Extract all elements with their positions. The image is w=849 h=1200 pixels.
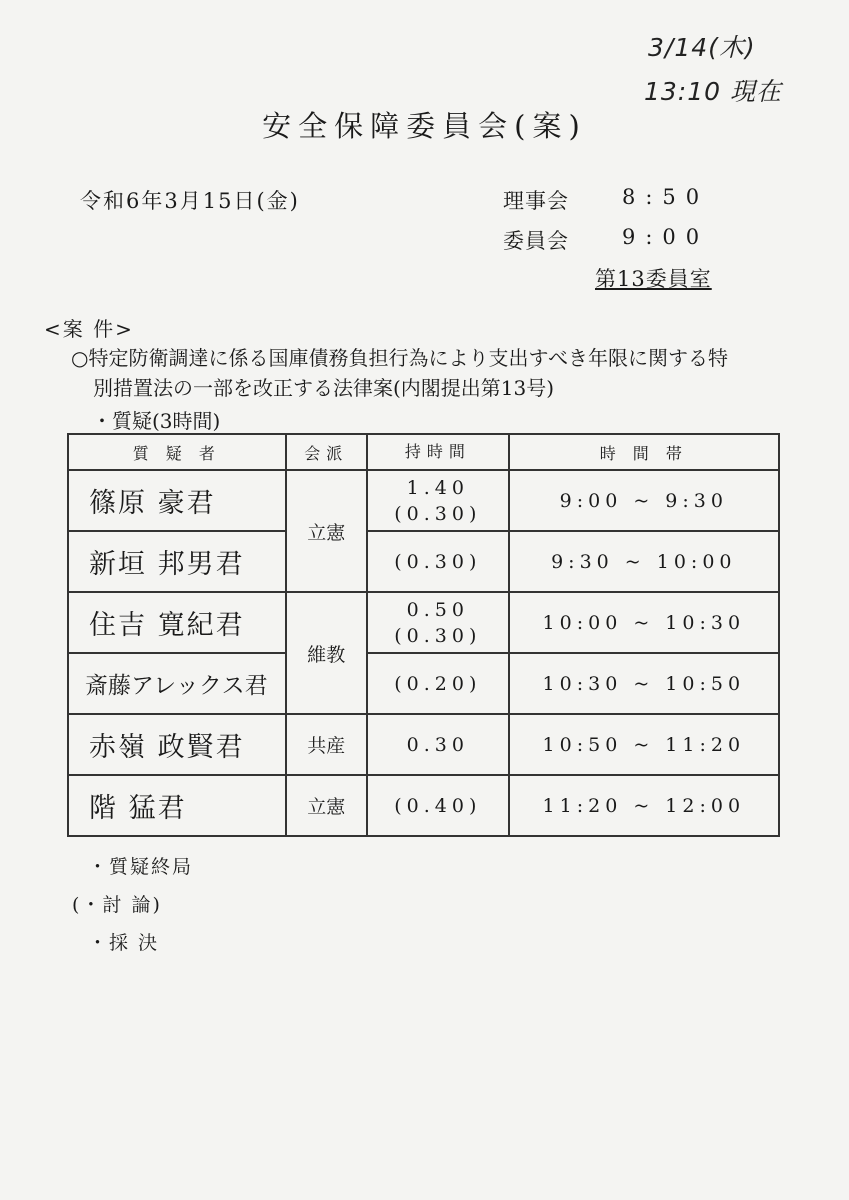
header-slot: 時 間 帯	[509, 434, 779, 470]
table-row	[68, 470, 779, 531]
meeting-date: 令和6年3月15日(金)	[80, 189, 300, 213]
allotted-cell	[367, 531, 509, 592]
page-title: 安全保障委員会(案)	[262, 109, 587, 143]
allotted-cell	[367, 714, 509, 775]
time-slot: 11:20 ~ 12:00	[509, 775, 779, 836]
question-schedule-table	[67, 433, 780, 837]
footer-item-debate: (・討 論)	[72, 894, 162, 916]
allotted-time: 0.30	[406, 733, 469, 756]
table-row	[68, 592, 779, 653]
party-cell: 立憲	[286, 775, 368, 836]
questioner-name: 住吉 寛紀君	[89, 610, 245, 641]
agenda-heading: <案 件>	[44, 317, 134, 341]
allotted-cell	[367, 470, 509, 531]
table-header-row	[68, 434, 779, 470]
questioner-name: 赤嶺 政賢君	[89, 732, 245, 763]
allotted-cell	[367, 592, 509, 653]
questioner-cell	[68, 714, 286, 775]
bill-title-line2: 別措置法の一部を改正する法律案(内閣提出第13号)	[93, 376, 555, 400]
questioner-name: 斎藤アレックス君	[85, 673, 268, 699]
schedule-label-board: 理事会	[503, 189, 569, 213]
footer-item-vote: ・採 決	[88, 932, 160, 954]
allotted-cell	[367, 775, 509, 836]
handwritten-date: 3/14(木)	[648, 33, 756, 62]
allotted-time: 0.50	[406, 598, 469, 621]
time-slot: 10:00 ~ 10:30	[509, 592, 779, 653]
questioner-name: 新垣 邦男君	[89, 549, 245, 580]
time-slot: 10:50 ~ 11:20	[509, 714, 779, 775]
time-slot: 9:00 ~ 9:30	[509, 470, 779, 531]
allotted-time: (0.30)	[394, 550, 482, 573]
questioner-name: 篠原 豪君	[89, 488, 216, 519]
party-cell: 共産	[286, 714, 368, 775]
time-slot: 10:30 ~ 10:50	[509, 653, 779, 714]
table-row	[68, 775, 779, 836]
header-questioner: 質 疑 者	[68, 434, 286, 470]
allotted-time: 1.40	[406, 476, 469, 499]
bill-title-line1: ○特定防衛調達に係る国庫債務負担行為により支出すべき年限に関する特	[71, 346, 729, 370]
allotted-time: (0.40)	[394, 794, 482, 817]
handwritten-time: 13:10 現在	[644, 77, 782, 106]
questioner-name: 階 猛君	[89, 793, 187, 824]
allotted-time-sub: (0.30)	[394, 624, 482, 647]
questioner-cell	[68, 470, 286, 531]
footer-item-close-questioning: ・質疑終局	[88, 856, 194, 878]
party-cell: 立憲	[286, 470, 368, 592]
allotted-time: (0.20)	[394, 672, 482, 695]
questioner-cell	[68, 653, 286, 714]
question-heading: ・質疑(3時間)	[92, 409, 221, 433]
allotted-cell	[367, 653, 509, 714]
table-row	[68, 653, 779, 714]
time-slot: 9:30 ~ 10:00	[509, 531, 779, 592]
schedule-label-committee: 委員会	[503, 229, 569, 253]
meeting-room: 第13委員室	[595, 267, 712, 291]
questioner-cell	[68, 531, 286, 592]
questioner-cell	[68, 775, 286, 836]
header-party: 会派	[286, 434, 368, 470]
party-cell: 維教	[286, 592, 368, 714]
allotted-time-sub: (0.30)	[394, 502, 482, 525]
table-row	[68, 531, 779, 592]
schedule-time-board: 8:50	[622, 185, 710, 209]
bill-title	[71, 343, 811, 403]
questioner-cell	[68, 592, 286, 653]
schedule-time-committee: 9:00	[622, 225, 710, 249]
table-row	[68, 714, 779, 775]
header-allotted: 持時間	[367, 434, 509, 470]
